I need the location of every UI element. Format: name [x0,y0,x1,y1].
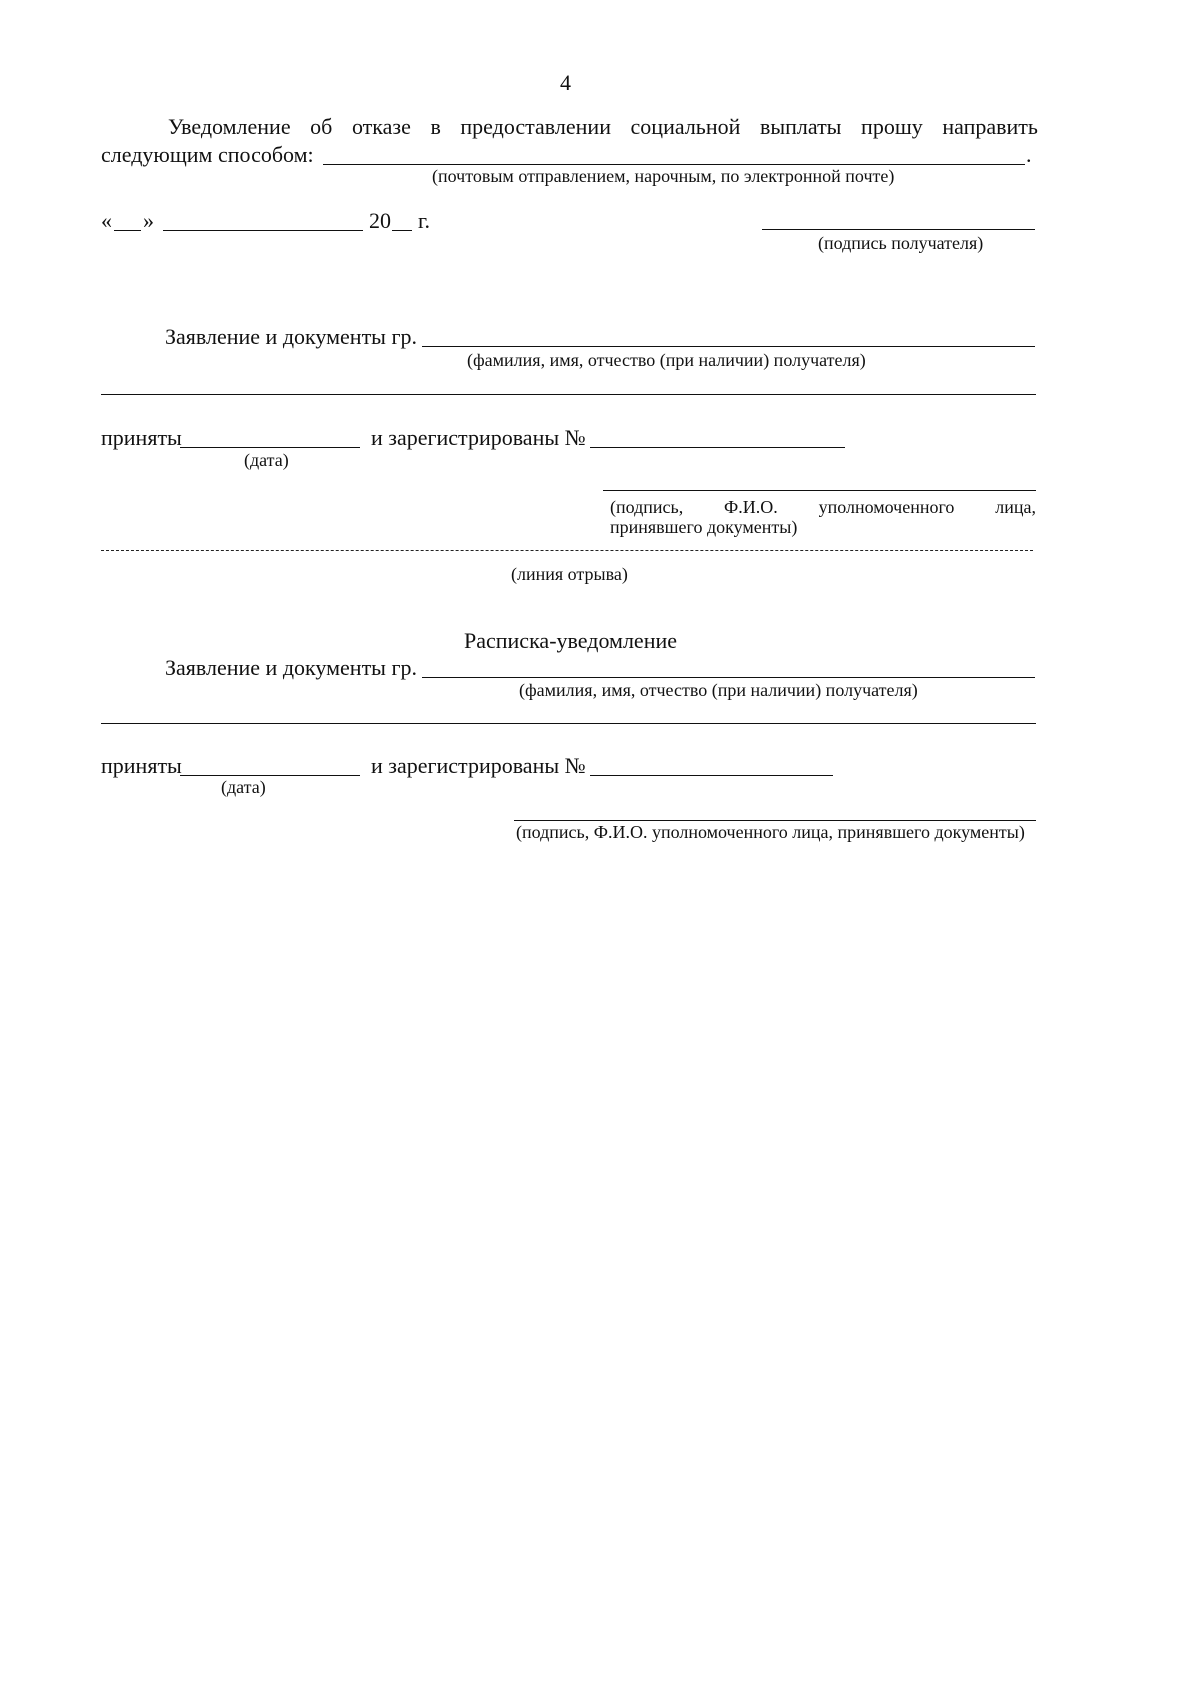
officer-caption-word: (подпись, [610,497,684,517]
tear-line-caption: (линия отрыва) [511,564,628,584]
date-close-quote: » [143,208,154,233]
notice-word: об [310,114,333,139]
receipt-fio-caption: (фамилия, имя, отчество (при наличии) получателя) [519,680,918,700]
date-year-suffix: г. [418,208,431,233]
officer-caption-word: лица, [995,497,1036,517]
notice-word: выплаты [759,114,842,139]
receipt-officer-signature-caption: (подпись, Ф.И.О. уполномоченного лица, принявшего документы) [516,822,1025,842]
notice-method-caption: (почтовым отправлением, нарочным, по электронной почте) [432,166,895,186]
receipt-officer-signature-line[interactable] [514,820,1036,821]
date-month-field[interactable] [163,208,363,231]
receipt-accepted-date-field[interactable] [180,753,360,776]
notice-method-label: следующим способом: [101,142,314,167]
officer-caption-word: Ф.И.О. [724,497,778,517]
notice-word: прошу [861,114,923,139]
receipt-date-caption: (дата) [221,777,266,797]
officer-signature-caption-line-1 [610,497,1036,518]
registration-number-field[interactable] [590,425,845,448]
receipt-fio-continuation-line[interactable] [101,723,1036,724]
officer-signature-line[interactable] [603,490,1036,491]
receipt-fio-field[interactable] [422,655,1035,678]
acceptance-label: Заявление и документы гр. [165,324,417,349]
accepted-label: приняты [101,425,182,450]
recipient-signature-line[interactable] [762,229,1035,230]
notice-period: . [1026,142,1032,167]
tear-line [101,550,1033,551]
receipt-title: Расписка-уведомление [464,628,678,653]
acceptance-fio-caption: (фамилия, имя, отчество (при наличии) получателя) [467,350,866,370]
date-year-prefix: 20 [369,208,391,233]
receipt-registration-number-field[interactable] [590,753,833,776]
accepted-date-field[interactable] [180,425,360,448]
notice-word: Уведомление [168,114,291,139]
date-day-field[interactable] [114,208,141,231]
notice-word: предоставлении [460,114,611,139]
receipt-registered-label: и зарегистрированы № [371,753,586,778]
acceptance-fio-field[interactable] [422,324,1035,347]
acceptance-fio-continuation-line[interactable] [101,394,1036,395]
receipt-label: Заявление и документы гр. [165,655,417,680]
notice-word: социальной [630,114,741,139]
page-number: 4 [560,70,571,95]
registered-label: и зарегистрированы № [371,425,586,450]
notice-word: в [430,114,441,139]
notice-method-field[interactable] [323,142,1025,165]
officer-signature-caption-line-2: принявшего документы) [610,517,798,537]
recipient-signature-caption: (подпись получателя) [818,233,984,253]
date-year-field[interactable] [392,208,412,231]
date-open-quote: « [101,208,112,233]
notice-line-1 [168,114,1038,140]
officer-caption-word: уполномоченного [818,497,955,517]
notice-word: направить [942,114,1038,139]
notice-word: отказе [351,114,411,139]
receipt-accepted-label: приняты [101,753,182,778]
accepted-date-caption: (дата) [244,450,289,470]
